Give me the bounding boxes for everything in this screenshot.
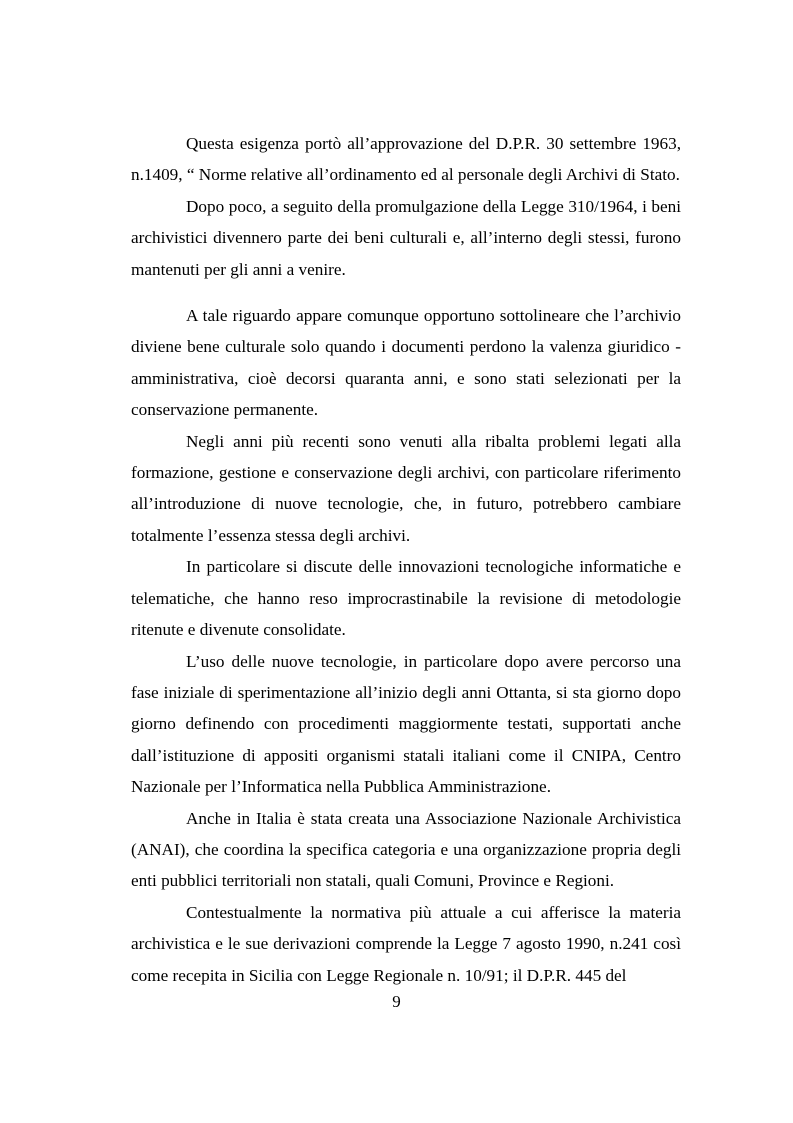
paragraph-2: Dopo poco, a seguito della promulgazione della Legge 310/1964, i beni archivistici divennero parte dei beni culturali e, all’interno degli stessi, furono mantenuti per gli anni a venire. xyxy=(131,196,681,279)
body-text xyxy=(131,128,681,991)
paragraph-6: L’uso delle nuove tecnologie, in particolare dopo avere percorso una fase iniziale di sperimentazione all’inizio degli anni Ottanta, si sta giorno dopo giorno definendo con procedimenti maggiormente testati, supportati anche dall’istituzione di appositi organismi statali italiani come il CNIPA, Centro Nazionale per l’Informatica nella Pubblica Amministrazione. xyxy=(131,651,681,797)
paragraph-5: In particolare si discute delle innovazioni tecnologiche informatiche e telematiche, che hanno reso improcrastinabile la revisione di metodologie ritenute e divenute consolidate. xyxy=(131,557,681,640)
paragraph-4: Negli anni più recenti sono venuti alla ribalta problemi legati alla formazione, gestione e conservazione degli archivi, con particolare riferimento all’introduzione di nuove tecnologie, che, in futuro, potrebbero cambiare totalmente l’essenza stessa degli archivi. xyxy=(131,431,681,545)
paragraph-8: Contestualmente la normativa più attuale a cui afferisce la materia archivistica e le sue derivazioni comprende la Legge 7 agosto 1990, n.241 così come recepita in Sicilia con Legge Regionale n. 10/91; il D.P.R. 445 del xyxy=(131,902,681,985)
paragraph-1: Questa esigenza portò all’approvazione del D.P.R. 30 settembre 1963, n.1409, “ Norme relative all’ordinamento ed al personale degli Archivi di Stato. xyxy=(131,134,681,185)
page-number: 9 xyxy=(392,992,401,1011)
paragraph-7: Anche in Italia è stata creata una Associazione Nazionale Archivistica (ANAI), che coordina la specifica categoria e una organizzazione propria degli enti pubblici territoriali non statali, quali Comuni, Province e Regioni. xyxy=(131,808,681,891)
paragraph-3: A tale riguardo appare comunque opportuno sottolineare che l’archivio diviene bene culturale solo quando i documenti perdono la valenza giuridico - amministrativa, cioè decorsi quaranta anni, e sono stati selezionati per la conservazione permanente. xyxy=(131,306,681,420)
